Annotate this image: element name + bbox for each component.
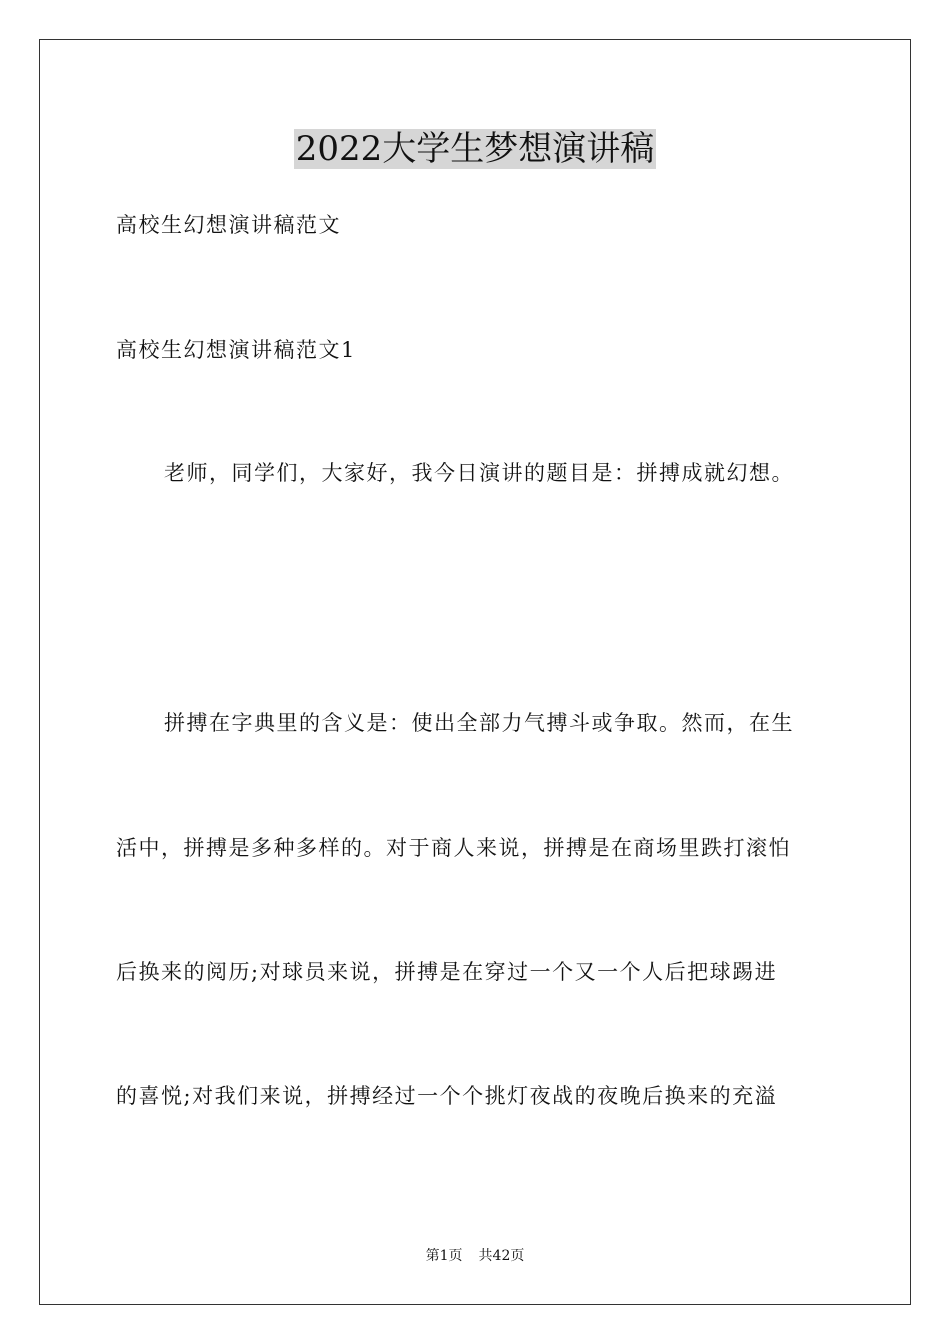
subtitle: 高校生幻想演讲稿范文 bbox=[116, 213, 341, 237]
section-heading: 高校生幻想演讲稿范文1 bbox=[116, 338, 356, 362]
paragraph-line: 拼搏在字典里的含义是：使出全部力气搏斗或争取。然而，在生 bbox=[164, 711, 794, 735]
document-title bbox=[0, 126, 950, 172]
paragraph-line: 后换来的阅历;对球员来说，拼搏是在穿过一个又一个人后把球踢进 bbox=[116, 960, 778, 984]
paragraph-line: 活中，拼搏是多种多样的。对于商人来说，拼搏是在商场里跌打滚怕 bbox=[116, 836, 791, 860]
page-total: 共42页 bbox=[478, 1248, 525, 1264]
title-text: 2022大学生梦想演讲稿 bbox=[295, 129, 655, 169]
page-number: 第1页 bbox=[425, 1248, 463, 1264]
paragraph-line: 的喜悦;对我们来说，拼搏经过一个个挑灯夜战的夜晚后换来的充溢 bbox=[116, 1084, 778, 1108]
paragraph-line: 老师，同学们，大家好，我今日演讲的题目是：拼搏成就幻想。 bbox=[164, 461, 794, 485]
page-footer bbox=[0, 1246, 950, 1266]
